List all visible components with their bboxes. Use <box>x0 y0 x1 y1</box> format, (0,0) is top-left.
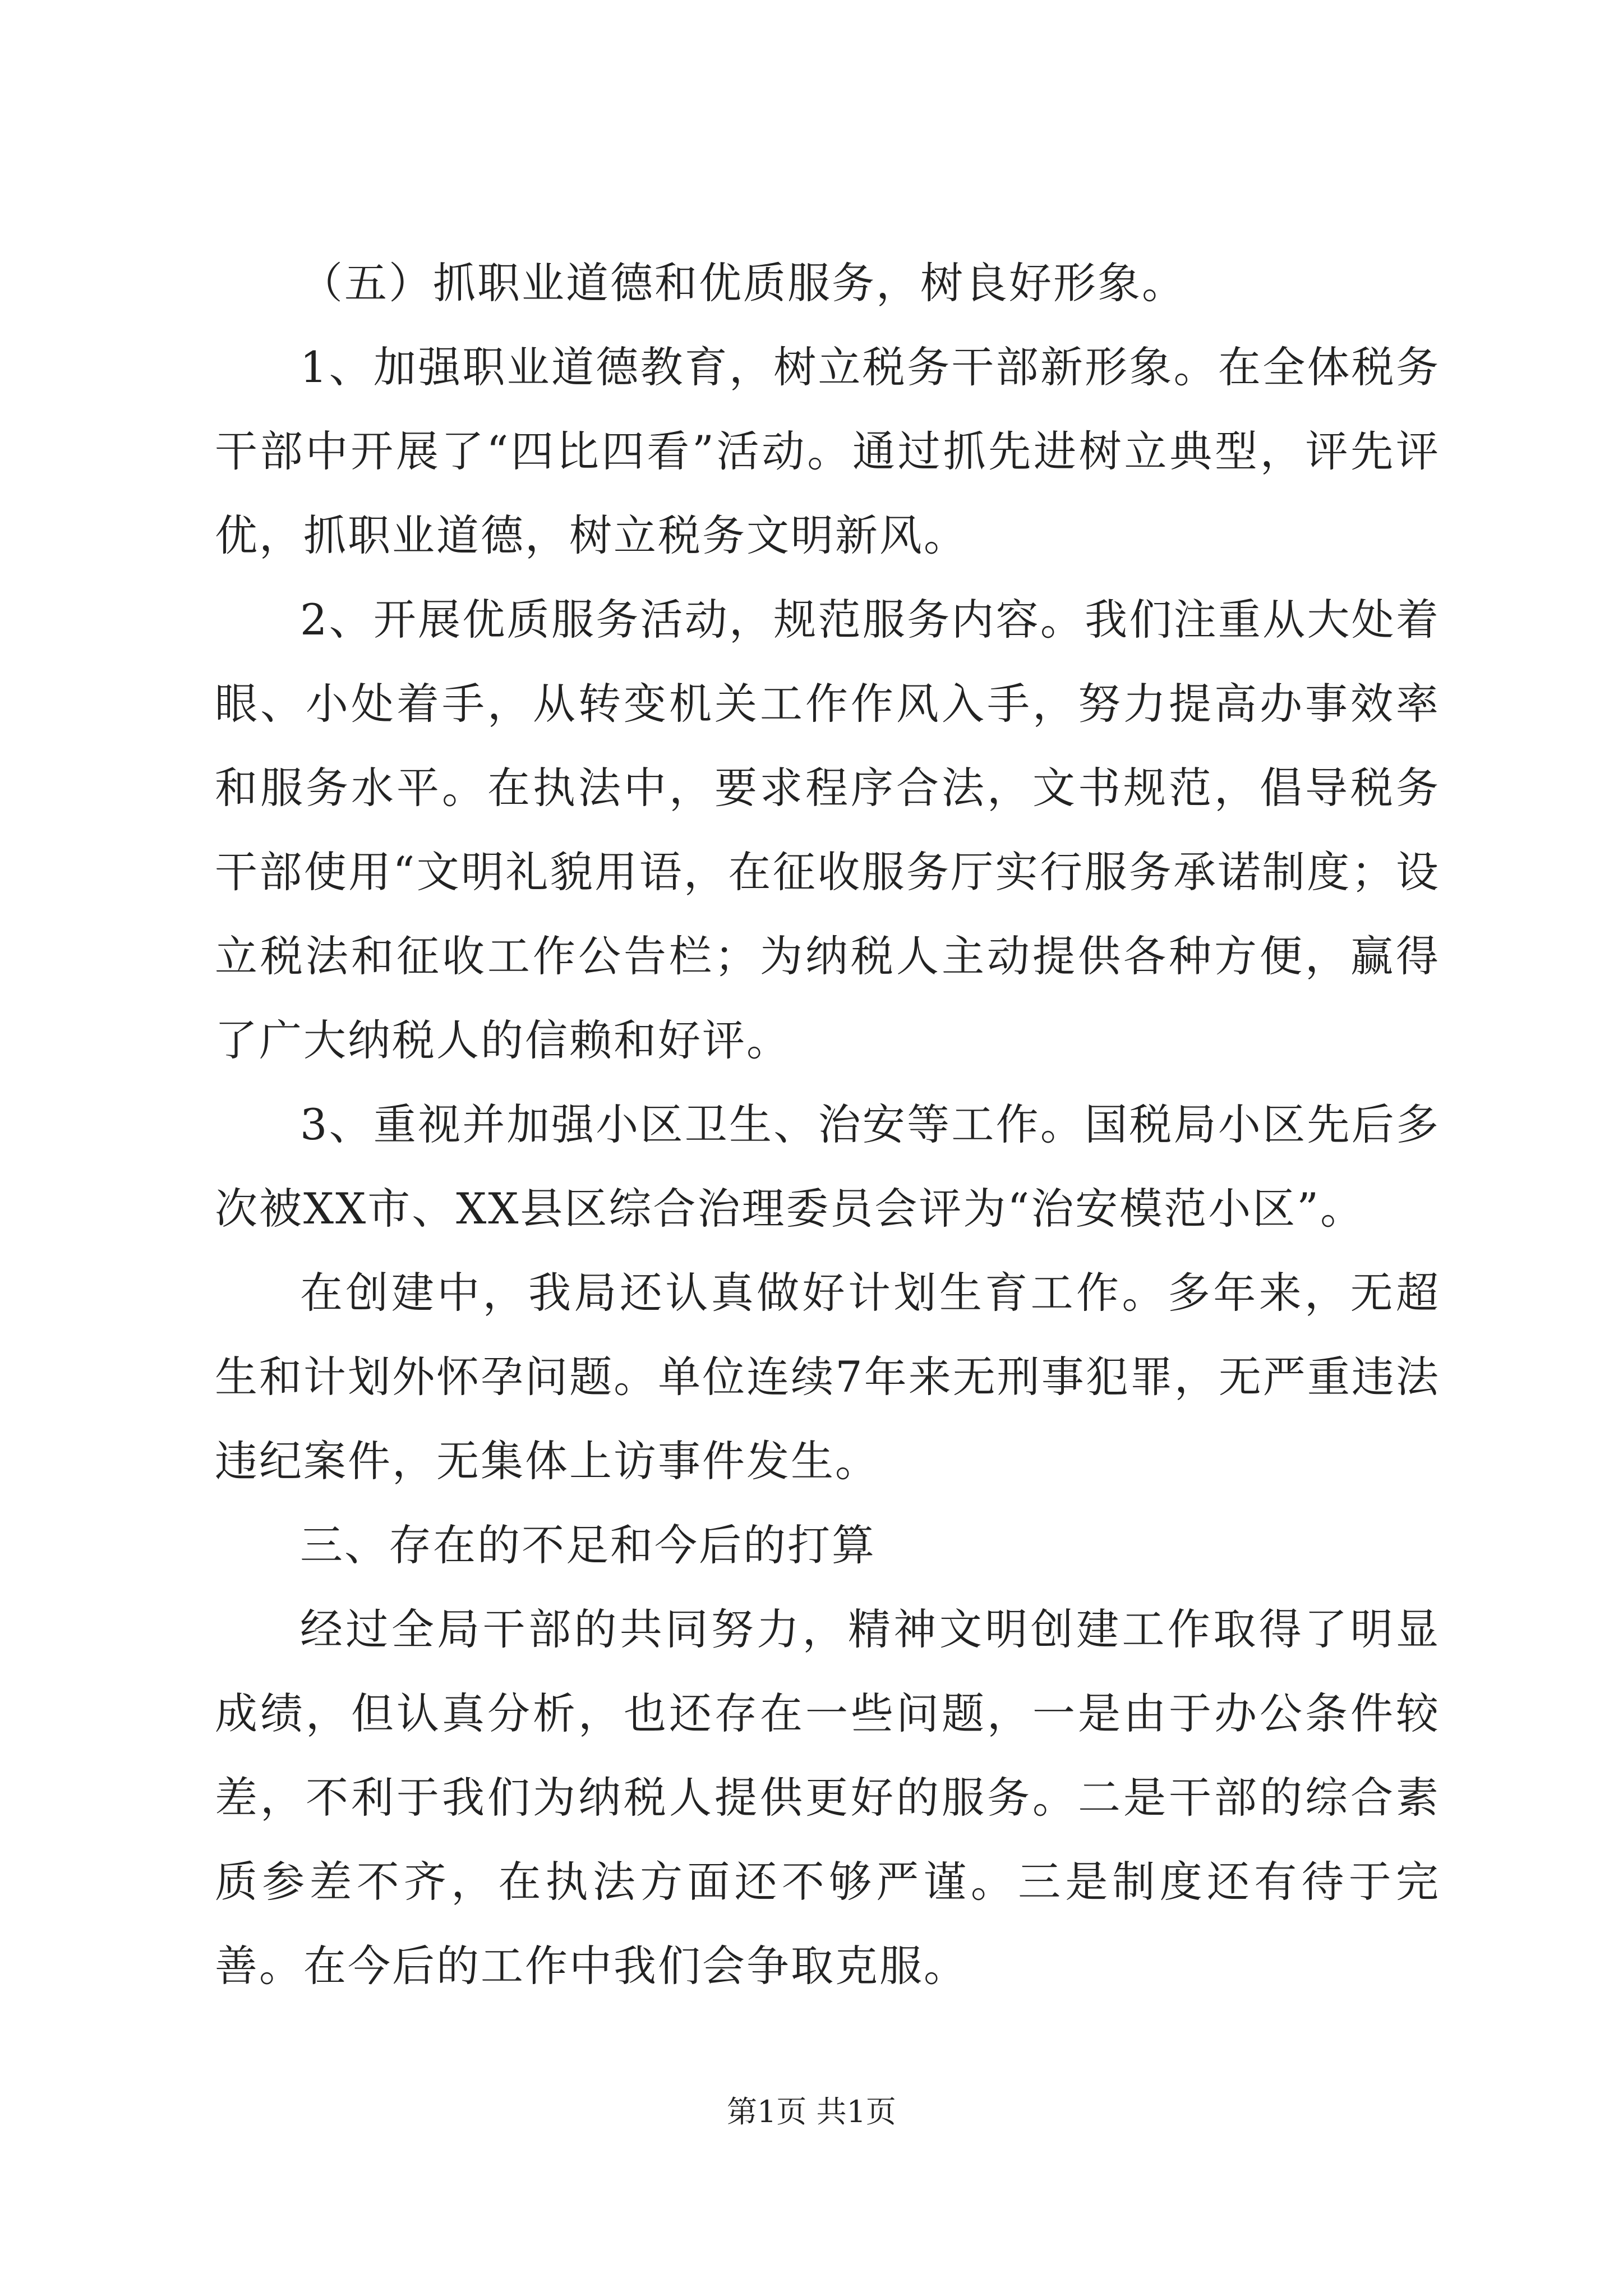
paragraph-professional-ethics: 1、加强职业道德教育，树立税务干部新形象。在全体税务干部中开展了“四比四看”活动。通过抓先进树立典型，评先评优，抓职业道德，树立税务文明新风。 <box>215 342 1440 560</box>
section-heading-five: （五）抓职业道德和优质服务，树良好形象。 <box>300 258 1186 308</box>
paragraph-family-planning: 在创建中，我局还认真做好计划生育工作。多年来，无超生和计划外怀孕问题。单位连续7年来无刑事犯罪，无严重违法违纪案件，无集体上访事件发生。 <box>215 1268 1440 1486</box>
paragraph-quality-service: 2、开展优质服务活动，规范服务内容。我们注重从大处着眼、小处着手，从转变机关工作作风入手，努力提高办事效率和服务水平。在执法中，要求程序合法，文书规范，倡导税务干部使用“文明礼貌用语，在征收服务厅实行服务承诺制度；设立税法和征收工作公告栏；为纳税人主动提供各种方便，赢得了广大纳税人的信赖和好评。 <box>215 595 1440 1065</box>
paragraph-shortcomings: 经过全局干部的共同努力，精神文明创建工作取得了明显成绩，但认真分析，也还存在一些问题，一是由于办公条件较差，不利于我们为纳税人提供更好的服务。二是干部的综合素质参差不齐，在执法方面还不够严谨。三是制度还有待于完善。在今后的工作中我们会争取克服。 <box>215 1604 1440 1991</box>
paragraph-community-security: 3、重视并加强小区卫生、治安等工作。国税局小区先后多次被XX市、XX县区综合治理委员会评为“治安模范小区”。 <box>215 1099 1440 1234</box>
page-footer: 第1页 共1页 <box>727 2094 896 2129</box>
section-heading-three: 三、存在的不足和今后的打算 <box>300 1520 876 1570</box>
document-body <box>215 241 1440 2008</box>
